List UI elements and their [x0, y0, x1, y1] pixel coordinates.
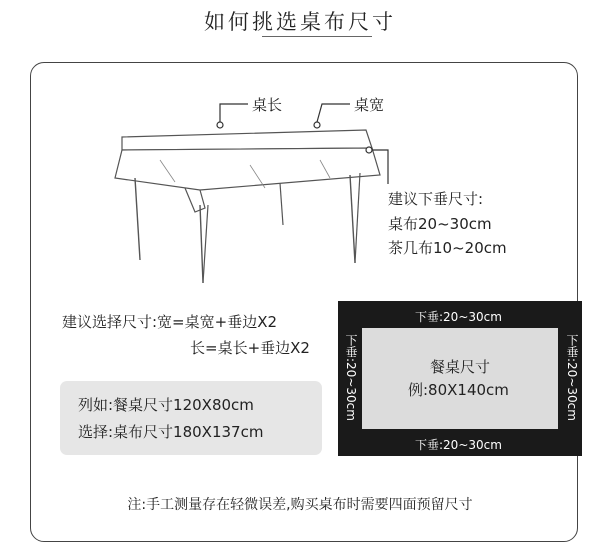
drop-heading: 建议下垂尺寸: — [388, 190, 484, 208]
drop-top: 下垂:20~30cm — [415, 310, 502, 324]
drop-bottom: 下垂:20~30cm — [415, 438, 502, 452]
footer-note: 注:手工测量存在轻微误差,购买桌布时需要四面预留尺寸 — [127, 497, 473, 513]
center-title: 餐桌尺寸 — [430, 358, 491, 376]
example-line2: 选择:桌布尺寸180X137cm — [78, 423, 264, 441]
example-box — [60, 381, 322, 455]
label-table-length: 桌长 — [252, 96, 283, 114]
drop-right: 下垂:20~30cm — [565, 334, 579, 421]
center-example: 例:80X140cm — [408, 381, 509, 399]
example-line1: 列如:餐桌尺寸120X80cm — [78, 396, 254, 414]
suggest-line1: 建议选择尺寸:宽=桌宽+垂边X2 — [62, 313, 278, 331]
drop-left: 下垂:20~30cm — [344, 334, 358, 421]
drop-tea: 茶几布10~20cm — [388, 239, 507, 257]
suggest-line2: 长=桌长+垂边X2 — [190, 339, 310, 357]
drop-table: 桌布20~30cm — [388, 215, 492, 233]
label-table-width: 桌宽 — [354, 96, 385, 114]
page-title: 如何挑选桌布尺寸 — [204, 10, 396, 34]
